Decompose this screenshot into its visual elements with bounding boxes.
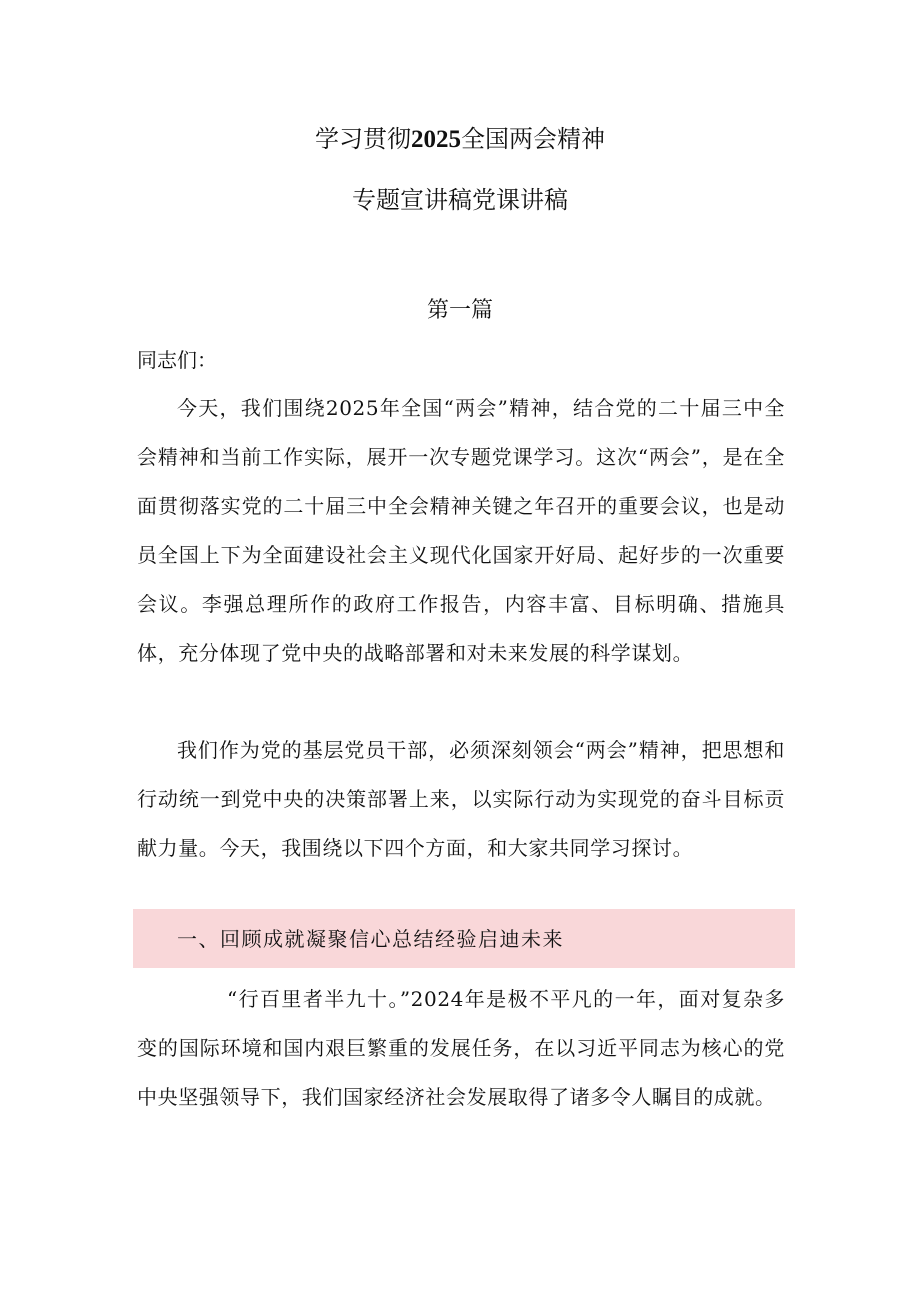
subheading-1: 一、回顾成就凝聚信心总结经验启迪未来 xyxy=(177,927,564,951)
title-year: 2025 xyxy=(411,126,461,153)
paragraph-1: 今天，我们围绕2025年全国“两会”精神，结合党的二十届三中全会精神和当前工作实际，展开一次专题党课学习。这次“两会”，是在全面贯彻落实党的二十届三中全会精神关键之年召开的重要会议，也是动员全国上下为全面建设社会主义现代化国家开好局、起好步的一次重要会议。李强总理所作的政府工作报告，内容丰富、目标明确、措施具体，充分体现了党中央的战略部署和对未来发展的科学谋划。 xyxy=(137,396,785,665)
paragraph-3: “行百里者半九十。”2024年是极不平凡的一年，面对复杂多变的国际环境和国内艰巨繁重的发展任务，在以习近平同志为核心的党中央坚强领导下，我们国家经济社会发展取得了诸多令人瞩目的成就。 xyxy=(137,987,785,1109)
paragraph-2: 我们作为党的基层党员干部，必须深刻领会“两会”精神，把思想和行动统一到党中央的决策部署上来，以实际行动为实现党的奋斗目标贡献力量。今天，我围绕以下四个方面，和大家共同学习探讨。 xyxy=(137,738,785,860)
title-suffix: 全国两会精神 xyxy=(461,125,605,153)
document-title-line-2: 专题宣讲稿党课讲稿 xyxy=(352,186,568,214)
document-title-line-1 xyxy=(0,124,920,155)
greeting: 同志们： xyxy=(137,348,217,372)
title-prefix: 学习贯彻 xyxy=(315,125,411,153)
section-heading: 第一篇 xyxy=(426,298,493,323)
